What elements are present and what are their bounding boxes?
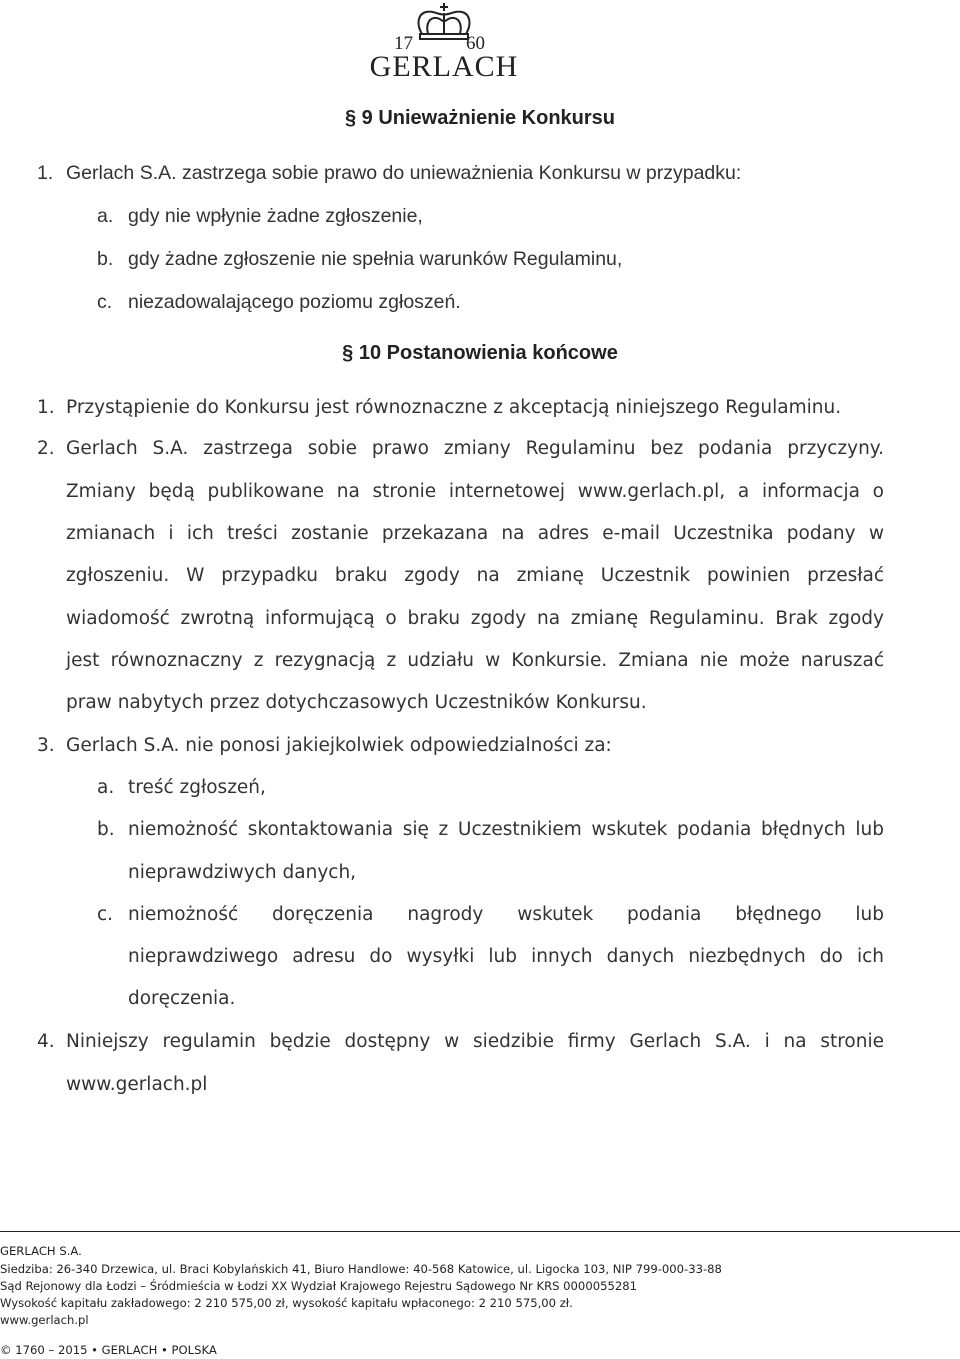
footer-court: Sąd Rejonowy dla Łodzi – Śródmieścia w Łodzi XX Wydział Krajowego Rejestru Sądowego Nr KRS 0000055281 [0, 1279, 637, 1293]
sub-list-letter: c. [97, 291, 113, 313]
list-item-text: Gerlach S.A. nie ponosi jakiejkolwiek odpowiedzialności za: [66, 735, 612, 756]
sub-list-text: niemożność skontaktowania się z Uczestnikiem wskutek podania błędnych lub [128, 819, 884, 840]
sub-list-letter: a. [97, 205, 114, 227]
list-number: 1. [37, 397, 55, 418]
sub-list-text: gdy żadne zgłoszenie nie spełnia warunków Regulaminu, [128, 248, 623, 270]
paragraph-line: Zmiany będą publikowane na stronie internetowej www.gerlach.pl, a informacja o [66, 481, 884, 502]
paragraph-line: Niniejszy regulamin będzie dostępny w siedzibie firmy Gerlach S.A. i na stronie [66, 1031, 884, 1052]
list-number: 1. [37, 162, 54, 184]
sub-list-text: gdy nie wpłynie żadne zgłoszenie, [128, 205, 423, 227]
year-right: 60 [466, 33, 485, 54]
brand-name: GERLACH [369, 50, 519, 83]
list-number: 2. [37, 438, 55, 459]
paragraph-line: Gerlach S.A. zastrzega sobie prawo zmiany Regulaminu bez podania przyczyny. [66, 438, 884, 459]
footer-address: Siedziba: 26-340 Drzewica, ul. Braci Kobylańskich 41, Biuro Handlowe: 40-568 Katowice, ul. Ligocka 103, NIP 799-000-33-88 [0, 1262, 722, 1276]
section-10-heading: § 10 Postanowienia końcowe [342, 342, 618, 364]
sub-list-text: nieprawdziwego adresu do wysyłki lub innych danych niezbędnych do ich [128, 946, 884, 967]
list-item-text: Gerlach S.A. zastrzega sobie prawo do unieważnienia Konkursu w przypadku: [66, 162, 742, 184]
section-9-heading: § 9 Unieważnienie Konkursu [344, 107, 616, 129]
sub-list-letter: b. [97, 248, 114, 270]
list-item-text: Przystąpienie do Konkursu jest równoznaczne z akceptacją niniejszego Regulaminu. [66, 397, 842, 418]
paragraph-line: praw nabytych przez dotychczasowych Uczestników Konkursu. [66, 692, 647, 713]
footer-divider [0, 1231, 960, 1232]
footer-capital: Wysokość kapitału zakładowego: 2 210 575,00 zł, wysokość kapitału wpłaconego: 2 210 575,00 zł. [0, 1296, 573, 1310]
footer-company: GERLACH S.A. [0, 1244, 82, 1258]
sub-list-text: treść zgłoszeń, [128, 777, 266, 798]
sub-list-text: niemożność doręczenia nagrody wskutek podania błędnego lub [128, 904, 884, 925]
paragraph-line: wiadomość zwrotną informującą o braku zgody na zmianę Regulaminu. Brak zgody [66, 608, 884, 629]
paragraph-line: zmianach i ich treści zostanie przekazana na adres e-mail Uczestnika podany w [66, 523, 884, 544]
footer-copyright: © 1760 – 2015 • GERLACH • POLSKA [0, 1343, 217, 1357]
sub-list-text: doręczenia. [128, 988, 236, 1009]
sub-list-text: nieprawdziwych danych, [128, 862, 357, 883]
footer-website[interactable]: www.gerlach.pl [0, 1313, 89, 1327]
paragraph-line: zgłoszeniu. W przypadku braku zgody na zmianę Uczestnik powinien przesłać [66, 565, 884, 586]
year-left: 17 [394, 33, 413, 54]
list-number: 4. [37, 1031, 55, 1052]
gerlach-logo [356, 2, 532, 82]
sub-list-text: niezadowalającego poziomu zgłoszeń. [128, 291, 461, 313]
sub-list-letter: c. [97, 904, 114, 925]
sub-list-letter: a. [97, 777, 115, 798]
sub-list-letter: b. [97, 819, 115, 840]
list-number: 3. [37, 735, 55, 756]
paragraph-line: jest równoznaczny z rezygnacją z udziału w Konkursie. Zmiana nie może naruszać [66, 650, 884, 671]
website-link[interactable]: www.gerlach.pl [66, 1074, 208, 1095]
